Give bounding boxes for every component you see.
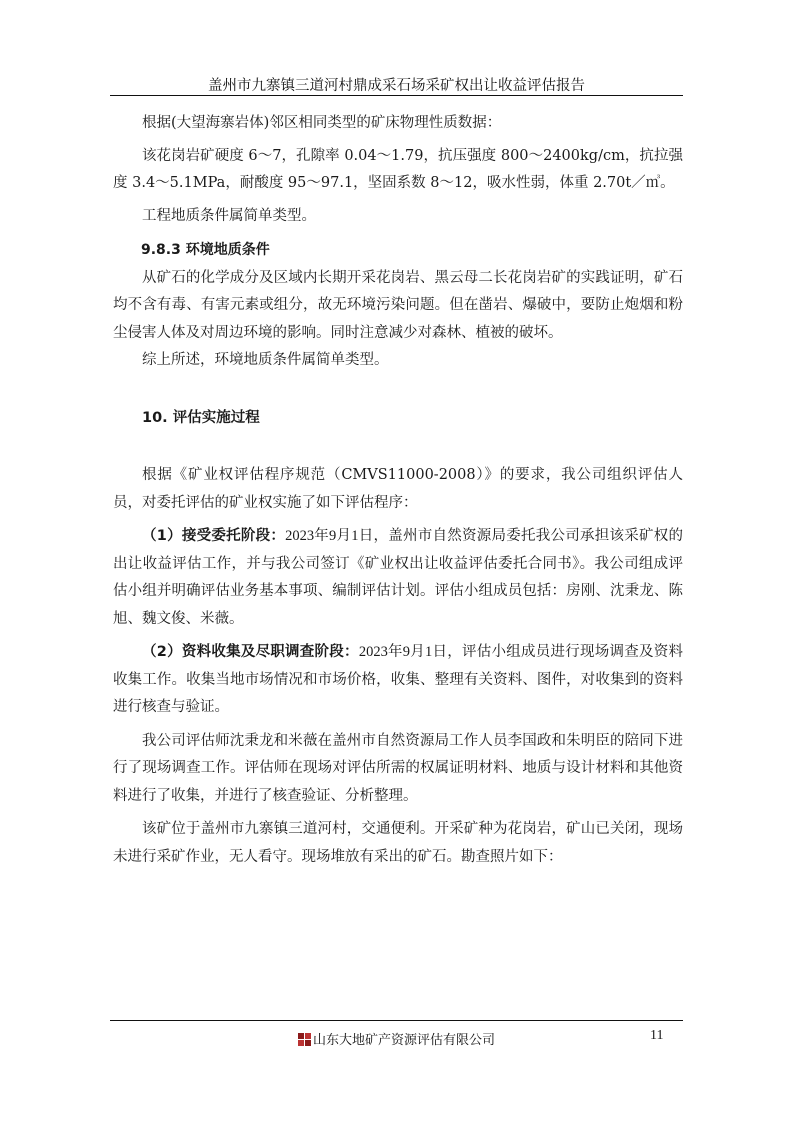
paragraph: 从矿石的化学成分及区域内长期开采花岗岩、黑云母二长花岗岩矿的实践证明，矿石均不含有毒、有害元素或组分，故无环境污染问题。但在凿岩、爆破中，要防止炮烟和粉尘侵害人体及对周边环境的影响。同时注意减少对森林、植被的破坏。 <box>113 269 683 341</box>
paragraph: 根据(大望海寨岩体)邻区相同类型的矿床物理性质数据： <box>142 115 502 131</box>
step-label: （2）资料收集及尽职调查阶段： <box>142 644 359 660</box>
paragraph: 综上所述，环境地质条件属简单类型。 <box>142 352 389 368</box>
paragraph: 该矿位于盖州市九寨镇三道河村，交通便利。开采矿种为花岗岩，矿山已关闭，现场未进行采矿作业，无人看守。现场堆放有采出的矿石。勘查照片如下： <box>113 821 683 865</box>
chapter-heading: 10. 评估实施过程 <box>142 409 260 426</box>
step-text: ，评估小组成员进行现场调查及资料收集工作。收集当地市场情况和市场价格，收集、整理有关资料、图件，对收集到的资料进行核查与验证。 <box>113 644 684 715</box>
paragraph: 根据《矿业权评估程序规范（CMVS11000-2008）》的要求，我公司组织评估人员，对委托评估的矿业权实施了如下评估程序： <box>113 467 683 511</box>
footer-company <box>0 1029 793 1048</box>
paragraph <box>113 523 683 633</box>
section-heading: 9.8.3 环境地质条件 <box>141 242 270 258</box>
page-header-title: 盖州市九寨镇三道河村鼎成采石场采矿权出让收益评估报告 <box>208 78 585 94</box>
header-divider <box>110 95 683 96</box>
step-text: ，盖州市自然资源局委托我公司承担该采矿权的出让收益评估工作，并与我公司签订《矿业权出让收益评估委托合同书》。我公司组成评估小组并明确评估业务基本事项、编制评估计划。评估小组成员包括：房刚、沈秉龙、陈旭、魏文俊、米薇。 <box>113 528 683 627</box>
footer-divider <box>110 1020 683 1021</box>
page-number: 11 <box>650 1028 664 1043</box>
paragraph <box>113 639 683 722</box>
step-date: 2023年9月1日 <box>285 528 374 544</box>
paragraph: 工程地质条件属简单类型。 <box>142 207 316 224</box>
step-label: （1）接受委托阶段： <box>142 528 286 544</box>
company-name: 山东大地矿产资源评估有限公司 <box>312 1033 495 1048</box>
document-body <box>113 110 683 871</box>
step-date: 2023年9月1日 <box>358 644 448 660</box>
paragraph: 该花岗岩矿硬度 6～7，孔隙率 0.04～1.79，抗压强度 800～2400kg/cm，抗拉强度 3.4～5.1MPa，耐酸度 95～97.1，坚固系数 8～12，吸水性弱，体重 2.70t／㎥。 <box>113 147 683 191</box>
company-logo-icon <box>298 1033 311 1046</box>
paragraph: 我公司评估师沈秉龙和米薇在盖州市自然资源局工作人员李国政和朱明臣的陪同下进行了现场调查工作。评估师在现场对评估所需的权属证明材料、地质与设计材料和其他资料进行了收集，并进行了核查验证、分析整理。 <box>113 732 683 804</box>
